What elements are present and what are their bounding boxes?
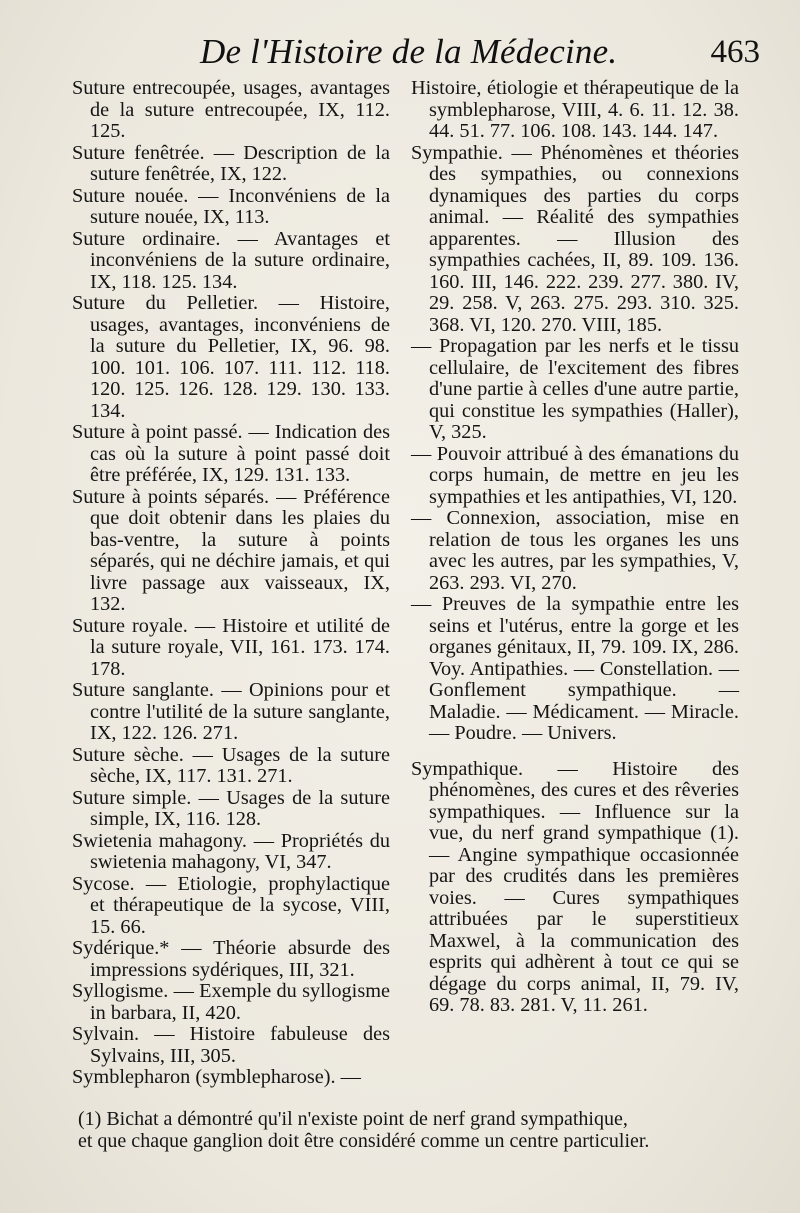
index-entry: — Connexion, association, mise en relation de tous les organes les uns avec les autres, par les sympathies, V, 263. 293. VI, 270. — [411, 507, 739, 594]
index-entry: Suture ordinaire. — Avantages et inconvéniens de la suture ordinaire, IX, 118. 125. 134. — [72, 227, 390, 293]
index-entry: Suture nouée. — Inconvéniens de la suture nouée, IX, 113. — [72, 184, 390, 228]
index-entry: Suture sèche. — Usages de la suture sèche, IX, 117. 131. 271. — [72, 743, 390, 787]
index-entry: Suture entrecoupée, usages, avantages de la suture entrecoupée, IX, 112. 125. — [72, 77, 390, 142]
index-entry: Suture du Pelletier. — Histoire, usages, avantages, inconvéniens de la suture du Pelletier, IX, 96. 98. 100. 101. 106. 107. 111. 112. 118. 120. 125. 126. 128. 129. 130. 133. 134. — [72, 292, 390, 422]
index-entry: Sydérique.* — Théorie absurde des impressions sydériques, III, 321. — [72, 937, 390, 981]
index-entry: — Pouvoir attribué à des émanations du corps humain, de mettre en jeu les sympathies et les antipathies, VI, 120. — [411, 442, 739, 508]
footnote — [78, 1108, 778, 1152]
page-number: 463 — [710, 34, 760, 70]
index-entry: Histoire, étiologie et thérapeutique de la symblepharose, VIII, 4. 6. 11. 12. 38. 44. 51. 77. 106. 108. 143. 144. 147. — [411, 77, 739, 142]
index-entry: Sympathique. — Histoire des phénomènes, des cures et des rêveries sympathiques. — Influence sur la vue, du nerf grand sympathique (1). — Angine sympathique occasionnée par des crudités dans les premières voies. — Cures sympathiques attribuées par le superstitieux Maxwel, à la communication des esprits qui adhèrent à tout ce qui se dégage du corps animal, II, 79. IV, 69. 78. 83. 281. V, 11. 261. — [411, 757, 739, 1016]
index-entry: Suture à points séparés. — Préférence que doit obtenir dans les plaies du bas-ventre, la suture à points séparés, qui ne déchire jamais, et qui livre passage aux vaisseaux, IX, 132. — [72, 485, 390, 615]
index-entry: Sycose. — Etiologie, prophylactique et thérapeutique de la sycose, VIII, 15. 66. — [72, 872, 390, 938]
index-entry: Sympathie. — Phénomènes et théories des sympathies, ou connexions dynamiques des parties du corps animal. — Réalité des sympathies apparentes. — Illusion des sympathies cachées, II, 89. 109. 136. 160. III, 146. 222. 239. 277. 380. IV, 29. 258. V, 263. 275. 293. 310. 325. 368. VI, 120. 270. VIII, 185. — [411, 141, 739, 336]
index-entry: — Preuves de la sympathie entre les seins et l'utérus, entre la gorge et les organes génitaux, II, 79. 109. IX, 286. Voy. Antipathies. — Constellation. — Gonflement sympathique. — Maladie. — Médicament. — Miracle. — Poudre. — Univers. — [411, 593, 739, 744]
index-entry: Suture royale. — Histoire et utilité de la suture royale, VII, 161. 173. 174. 178. — [72, 614, 390, 680]
index-entry: Suture simple. — Usages de la suture simple, IX, 116. 128. — [72, 786, 390, 830]
running-title: De l'Histoire de la Médecine. — [200, 32, 618, 71]
index-entry: Suture sanglante. — Opinions pour et contre l'utilité de la suture sanglante, IX, 122. 126. 271. — [72, 679, 390, 744]
index-entry: Suture fenêtrée. — Description de la suture fenêtrée, IX, 122. — [72, 141, 390, 185]
index-entry: Symblepharon (symblepharose). — — [72, 1066, 361, 1088]
page-header — [0, 28, 800, 72]
footnote-line: (1) Bichat a démontré qu'il n'existe point de nerf grand sympathique, — [78, 1108, 628, 1130]
index-entry: Swietenia mahagony. — Propriétés du swietenia mahagony, VI, 347. — [72, 829, 390, 873]
index-entry: — Propagation par les nerfs et le tissu cellulaire, de l'excitement des fibres d'une partie à celles d'une autre partie, qui constitue les sympathies (Haller), V, 325. — [411, 335, 739, 443]
footnote-line: et que chaque ganglion doit être considéré comme un centre particulier. — [78, 1130, 650, 1152]
index-entry: Suture à point passé. — Indication des cas où la suture à point passé doit être préférée, IX, 129. 131. 133. — [72, 421, 390, 486]
index-entry: Sylvain. — Histoire fabuleuse des Sylvains, III, 305. — [72, 1023, 390, 1067]
left-column — [72, 78, 390, 1089]
index-entry: Syllogisme. — Exemple du syllogisme in barbara, II, 420. — [72, 980, 390, 1024]
right-column — [411, 78, 739, 1017]
